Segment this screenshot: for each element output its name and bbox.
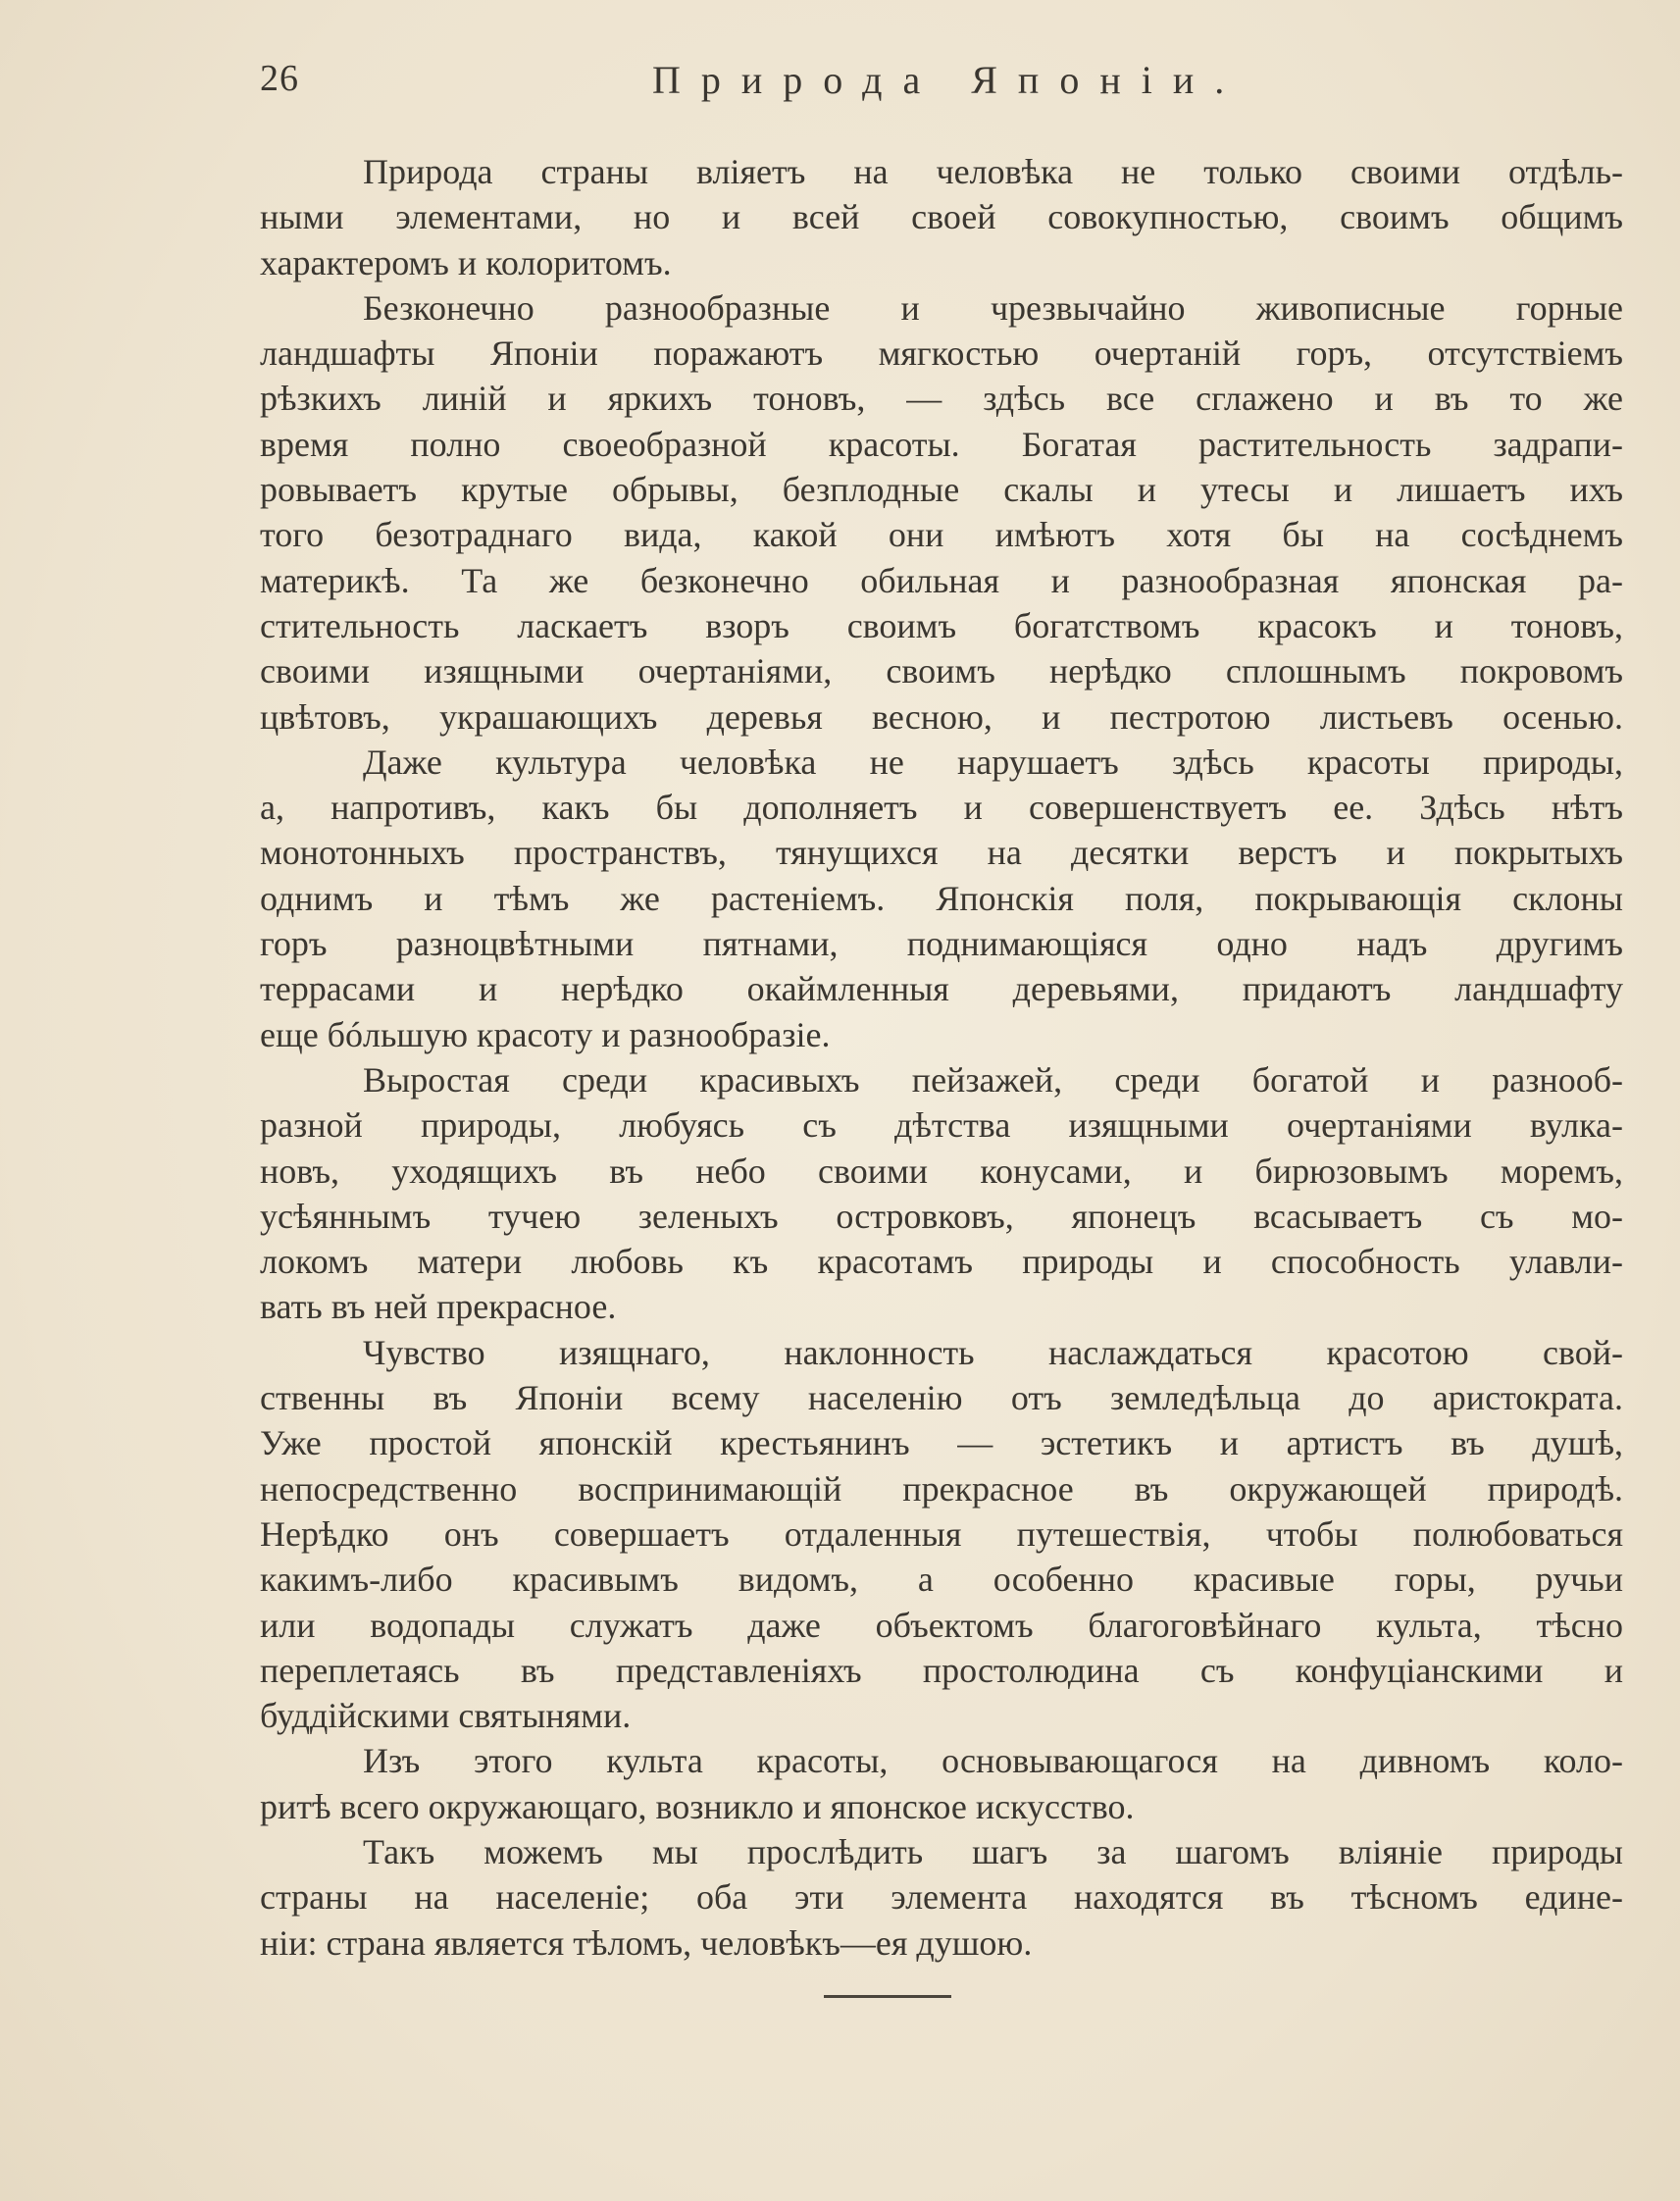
text-line: новъ, уходящихъ въ небо своими конусами, и бирюзовымъ моремъ, [260,1151,1623,1191]
text-line: ритѣ всего окружающаго, возникло и японское искусство. [260,1786,1135,1826]
page-number: 26 [260,58,299,99]
text-line: Выростая среди красивыхъ пейзажей, среди богатой и разнооб- [363,1059,1623,1100]
text-line: непосредственно воспринимающій прекрасное въ окружающей природѣ. [260,1468,1623,1509]
text-line: ніи: страна является тѣломъ, человѣкъ—ея душою. [260,1922,1033,1963]
text-line: еще бóльшую красоту и разнообразіе. [260,1014,831,1054]
text-line: материкѣ. Та же безконечно обильная и разнообразная японская ра- [260,560,1623,600]
text-line: своими изящными очертаніями, своимъ нерѣдко сплошнымъ покровомъ [260,651,1623,691]
text-line: локомъ матери любовь къ красотамъ природы и способность улавли- [260,1242,1623,1282]
text-line: ландшафты Японіи поражаютъ мягкостью очертаній горъ, отсутствіемъ [260,333,1623,374]
text-line: стительность ласкаетъ взоръ своимъ богатствомъ красокъ и тоновъ, [260,605,1623,645]
text-line: Чувство изящнаго, наклонность наслаждаться красотою свой- [363,1332,1623,1372]
text-line: рѣзкихъ линій и яркихъ тоновъ, — здѣсь все сглажено и въ то же [260,379,1623,419]
end-divider [824,1995,951,1998]
text-line: какимъ-либо красивымъ видомъ, а особенно красивые горы, ручьи [260,1560,1623,1600]
text-line: Уже простой японскій крестьянинъ — эстетикъ и артистъ въ душѣ, [260,1423,1623,1463]
text-line: переплетаясь въ представленіяхъ простолюдина съ конфуціанскими и [260,1650,1623,1690]
text-line: а, напротивъ, какъ бы дополняетъ и совершенствуетъ ее. Здѣсь нѣтъ [260,788,1623,828]
text-line: или водопады служатъ даже объектомъ благоговѣйнаго культа, тѣсно [260,1605,1623,1645]
text-line: Безконечно разнообразные и чрезвычайно живописные горные [363,287,1623,328]
text-line: горъ разноцвѣтными пятнами, поднимающіяся одно надъ другимъ [260,924,1623,964]
text-line: ными элементами, но и всей своей совокупностью, своимъ общимъ [260,197,1623,237]
text-line: цвѣтовъ, украшающихъ деревья весною, и пестротою листьевъ осенью. [260,696,1623,737]
body-text [260,149,1623,1966]
text-line: вать въ ней прекрасное. [260,1287,617,1327]
text-line: страны на населеніе; оба эти элемента находятся въ тѣсномъ едине- [260,1877,1623,1918]
page-header [260,57,1623,116]
text-line: время полно своеобразной красоты. Богатая растительность задрапи- [260,424,1623,464]
text-line: ственны въ Японіи всему населенію отъ земледѣльца до аристократа. [260,1378,1623,1418]
running-title: Природа Японіи. [652,58,1246,102]
text-line: Нерѣдко онъ совершаетъ отдаленныя путешествія, чтобы полюбоваться [260,1513,1623,1554]
text-line: монотонныхъ пространствъ, тянущихся на десятки верстъ и покрытыхъ [260,833,1623,873]
text-line: усѣяннымъ тучею зеленыхъ островковъ, японецъ всасываетъ съ мо- [260,1196,1623,1236]
text-line: Изъ этого культа красоты, основывающагося на дивномъ коло- [363,1741,1623,1781]
text-line: Такъ можемъ мы прослѣдить шагъ за шагомъ вліяніе природы [363,1831,1623,1871]
text-line: однимъ и тѣмъ же растеніемъ. Японскія поля, покрывающія склоны [260,878,1623,918]
text-line: ровываетъ крутые обрывы, безплодные скалы и утесы и лишаетъ ихъ [260,470,1623,510]
text-line: того безотраднаго вида, какой они имѣютъ хотя бы на сосѣднемъ [260,515,1623,555]
text-line: Даже культура человѣка не нарушаетъ здѣсь красоты природы, [363,742,1623,782]
text-line: буддійскими святынями. [260,1696,632,1736]
text-line: Природа страны вліяетъ на человѣка не только своими отдѣль- [363,152,1623,191]
text-line: террасами и нерѣдко окаймленныя деревьями, придаютъ ландшафту [260,969,1623,1009]
text-line: характеромъ и колоритомъ. [260,242,672,282]
text-line: разной природы, любуясь съ дѣтства изящными очертаніями вулка- [260,1105,1623,1146]
